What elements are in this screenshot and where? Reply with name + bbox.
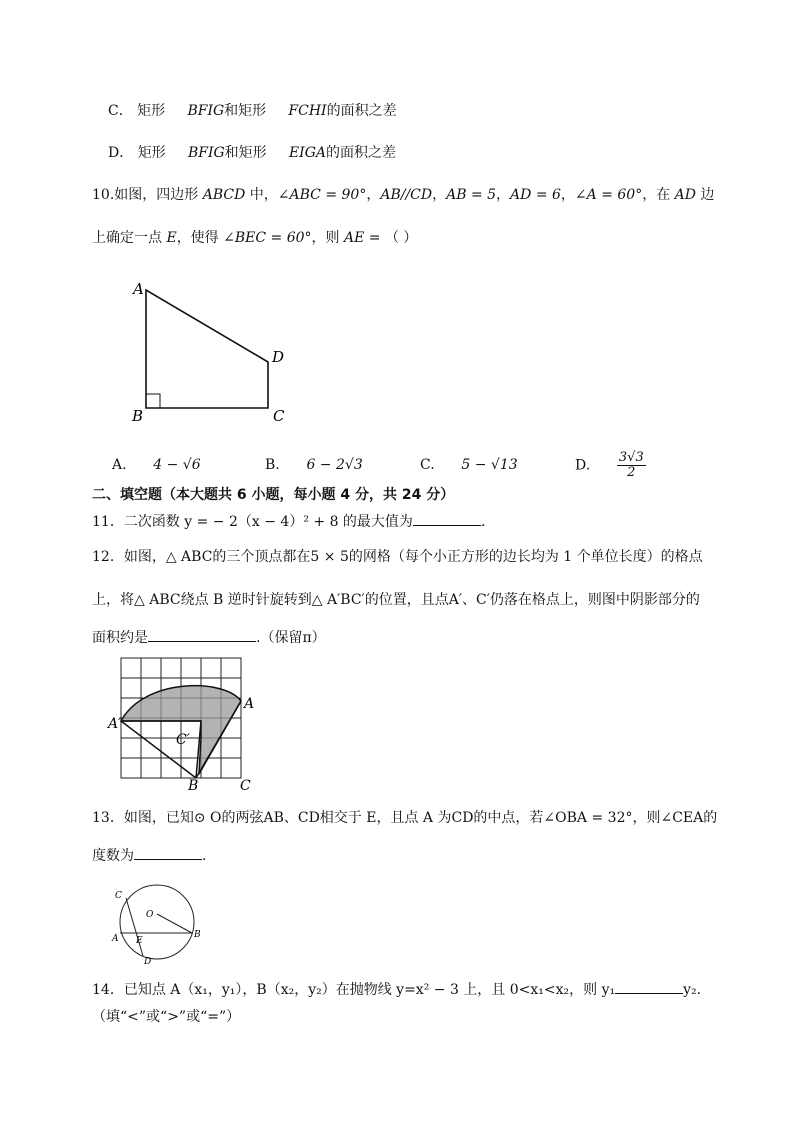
label-o: O xyxy=(146,910,154,920)
circle-o xyxy=(120,885,194,959)
q10-quadrilateral-figure xyxy=(125,278,295,428)
q10-option-b: B. 6 − 2√3 xyxy=(265,457,363,473)
q12-line-3: 面积约是 .（保留π） xyxy=(92,627,326,648)
label-b: B xyxy=(194,930,201,940)
q12-grid-figure xyxy=(104,656,264,792)
label-b: B xyxy=(132,407,144,425)
label-e: E xyxy=(136,936,143,946)
q10-line-2: 上确定一点 E，使得 ∠BEC = 60°，则 AE = （ ） xyxy=(92,230,418,246)
right-angle-mark xyxy=(146,394,160,408)
label-d: D xyxy=(144,957,152,966)
chord-cd xyxy=(126,898,143,956)
quad-abcd xyxy=(146,290,268,408)
q9-option-c-letter: C． xyxy=(108,103,133,119)
label-c: C xyxy=(240,778,251,792)
q13-line-1: 13．如图，已知⊙ O的两弦AB、CD相交于 E，且点 A 为CD的中点，若∠OBA = 32°，则∠CEA的 xyxy=(92,810,718,826)
q13-circle-figure xyxy=(108,884,208,966)
segment-ob xyxy=(157,914,192,933)
label-c-prime: C′ xyxy=(176,732,190,748)
label-c: C xyxy=(273,407,285,425)
q12-line-1: 12．如图，△ ABC的三个顶点都在5 × 5的网格（每个小正方形的边长均为 1 个单位长度）的格点 xyxy=(92,549,703,565)
q9-option-d-letter: D． xyxy=(108,145,134,161)
q11-line: 11．二次函数 y = − 2（x − 4）² + 8 的最大值为 . xyxy=(92,511,485,532)
q14-answer-blank[interactable] xyxy=(615,979,683,994)
q14-line-1: 14．已知点 A（x₁，y₁），B（x₂，y₂）在抛物线 y=x² − 3 上，且 0<x₁<x₂，则 y₁ y₂. xyxy=(92,979,701,1000)
q10-line-1: 10.如图，四边形 ABCD 中，∠ABC = 90°，AB//CD，AB = 5，AD = 6，∠A = 60°，在 AD 边 xyxy=(92,187,715,203)
label-b: B xyxy=(188,778,199,792)
q13-answer-blank[interactable] xyxy=(134,845,202,860)
q10-option-c: C. 5 − √13 xyxy=(420,457,518,473)
label-d: D xyxy=(272,348,285,366)
q11-answer-blank[interactable] xyxy=(413,511,481,526)
label-c: C xyxy=(115,891,122,901)
q9-option-c: C． 矩形 BFIG和矩形 FCHI的面积之差 xyxy=(108,103,397,119)
q9-option-d: D． 矩形 BFIG和矩形 EIGA的面积之差 xyxy=(108,145,396,161)
label-a-prime: A′ xyxy=(108,716,122,732)
label-a: A xyxy=(244,696,255,712)
section-title: 二、填空题（本大题共 6 小题，每小题 4 分，共 24 分） xyxy=(92,487,455,503)
q13-line-2: 度数为 . xyxy=(92,845,206,866)
q10-option-a: A. 4 − √6 xyxy=(112,457,201,473)
label-a: A xyxy=(112,934,119,944)
segment-a1-b xyxy=(121,721,196,778)
label-a: A xyxy=(133,280,144,298)
q12-line-2: 上，将△ ABC绕点 B 逆时针旋转到△ A′BC′的位置，且点A′、C′仍落在格点上，则图中阴影部分的 xyxy=(92,592,700,608)
q12-answer-blank[interactable] xyxy=(148,627,256,642)
q10-option-d: D. $\frac{3√3}{2}$ xyxy=(575,450,644,480)
fraction: $\frac{3√3}{2}$ xyxy=(618,450,644,480)
q14-line-2: （填“<”或“>”或“=”） xyxy=(92,1009,241,1025)
